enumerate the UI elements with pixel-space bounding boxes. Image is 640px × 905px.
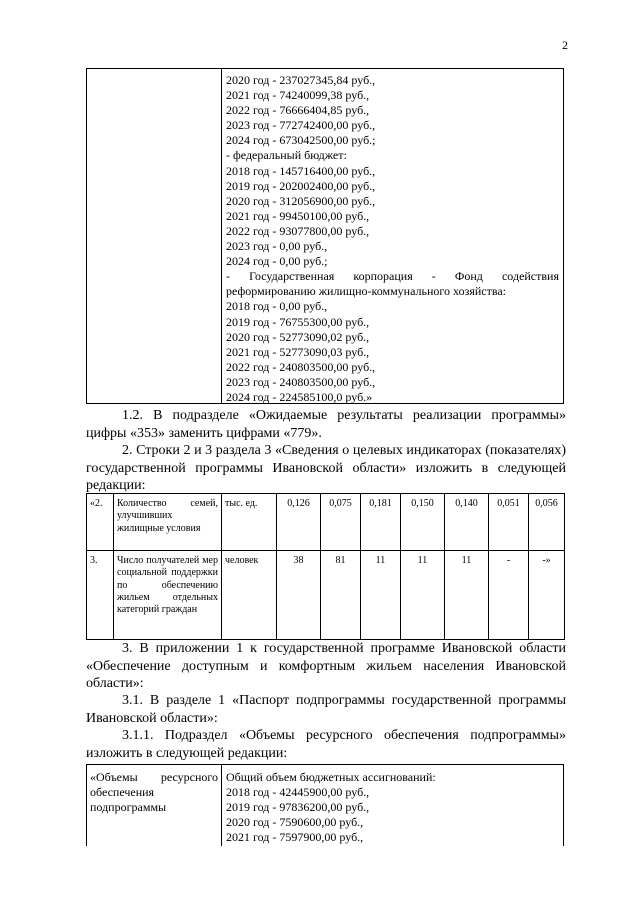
funding-line: 2018 год - 0,00 руб., — [226, 299, 328, 314]
funding-line: 2024 год - 673042500,00 руб.; — [226, 133, 376, 148]
indicator-unit: тыс. ед. — [222, 494, 277, 551]
table-row — [87, 494, 565, 551]
indicator-value: 11 — [445, 551, 489, 640]
indicator-value: 0,140 — [445, 494, 489, 551]
funding-line: 2018 год - 145716400,00 руб., — [226, 163, 376, 178]
paragraph-text: 2. Строки 2 и 3 раздела 3 «Сведения о целевых индикаторах (показателях) государственной программы Ивановской области» изложить в следующей редакции: — [86, 443, 566, 493]
funding-line: 2021 год - 74240099,38 руб., — [226, 88, 370, 103]
table-row — [87, 551, 565, 640]
indicator-value: 81 — [321, 551, 361, 640]
resource-label: «Объемы ресурсного обеспечения подпрограммы — [90, 770, 218, 814]
paragraph-3 — [86, 640, 566, 693]
funding-line: 2023 год - 240803500,00 руб., — [226, 374, 376, 389]
funding-line: 2020 год - 52773090,02 руб., — [226, 329, 370, 344]
funding-line: 2020 год - 312056900,00 руб., — [226, 193, 376, 208]
table-column-divider — [221, 765, 222, 846]
resource-lines — [226, 770, 559, 845]
indicators-table — [86, 493, 565, 640]
resource-line: Общий объем бюджетных ассигнований: — [226, 770, 436, 784]
indicator-value: 0,051 — [489, 494, 529, 551]
indicator-value: 0,181 — [361, 494, 401, 551]
resource-line: 2019 год - 97836200,00 руб., — [226, 800, 370, 814]
funding-line: реформированию жилищно-коммунального хозяйства: — [226, 284, 507, 299]
indicator-value: -» — [529, 551, 565, 640]
row-number: «2. — [87, 494, 114, 551]
funding-line: 2023 год - 0,00 руб., — [226, 239, 328, 254]
funding-line: 2022 год - 93077800,00 руб., — [226, 223, 370, 238]
funding-line: 2022 год - 76666404,85 руб., — [226, 103, 370, 118]
paragraph-3-1-1 — [86, 727, 566, 762]
indicator-value: 38 — [277, 551, 321, 640]
paragraph-3-1 — [86, 692, 566, 727]
indicator-name: Число получателей мер социальной поддержки по обеспечению жильем отдельных категорий граждан — [114, 551, 222, 640]
resource-table — [86, 764, 564, 846]
indicator-value: 0,075 — [321, 494, 361, 551]
funding-line: - федеральный бюджет: — [226, 148, 347, 163]
paragraph-2 — [86, 442, 566, 495]
indicator-unit: человек — [222, 551, 277, 640]
funding-line: - Государственная корпорация - Фонд содействия — [226, 269, 559, 284]
indicator-value: 11 — [361, 551, 401, 640]
indicator-value: 0,150 — [401, 494, 445, 551]
page-number: 2 — [562, 38, 568, 52]
paragraph-text: 3.1. В разделе 1 «Паспорт подпрограммы государственной программы Ивановской области»: — [86, 693, 566, 726]
table-column-divider — [221, 69, 222, 403]
paragraph-text: 1.2. В подразделе «Ожидаемые результаты реализации программы» цифры «353» заменить цифрами «779». — [86, 408, 566, 441]
funding-line: 2024 год - 0,00 руб.; — [226, 254, 328, 269]
funding-line: 2020 год - 237027345,84 руб., — [226, 73, 376, 87]
paragraph-text: 3. В приложении 1 к государственной программе Ивановской области «Обеспечение доступным и комфортным жильем населения Ивановской области»: — [86, 641, 566, 691]
indicator-value: 0,126 — [277, 494, 321, 551]
funding-line: 2024 год - 224585100,0 руб.» — [226, 389, 373, 404]
funding-line: 2019 год - 76755300,00 руб., — [226, 314, 370, 329]
funding-lines — [226, 73, 559, 405]
resource-line: 2021 год - 7597900,00 руб., — [226, 830, 364, 844]
indicator-name: Количество семей, улучшивших жилищные условия — [114, 494, 222, 551]
funding-line: 2021 год - 99450100,00 руб., — [226, 208, 370, 223]
indicator-value: 0,056 — [529, 494, 565, 551]
indicator-value: - — [489, 551, 529, 640]
paragraph-1-2 — [86, 407, 566, 442]
row-number: 3. — [87, 551, 114, 640]
funding-line: 2022 год - 240803500,00 руб., — [226, 359, 376, 374]
resource-line: 2018 год - 42445900,00 руб., — [226, 785, 370, 799]
funding-line: 2021 год - 52773090,03 руб., — [226, 344, 370, 359]
paragraph-text: 3.1.1. Подраздел «Объемы ресурсного обеспечения подпрограммы» изложить в следующей редакции: — [86, 728, 566, 761]
funding-line: 2019 год - 202002400,00 руб., — [226, 178, 376, 193]
indicator-value: 11 — [401, 551, 445, 640]
resource-line: 2020 год - 7590600,00 руб., — [226, 815, 364, 829]
funding-table — [86, 68, 564, 404]
funding-line: 2023 год - 772742400,00 руб., — [226, 118, 376, 133]
